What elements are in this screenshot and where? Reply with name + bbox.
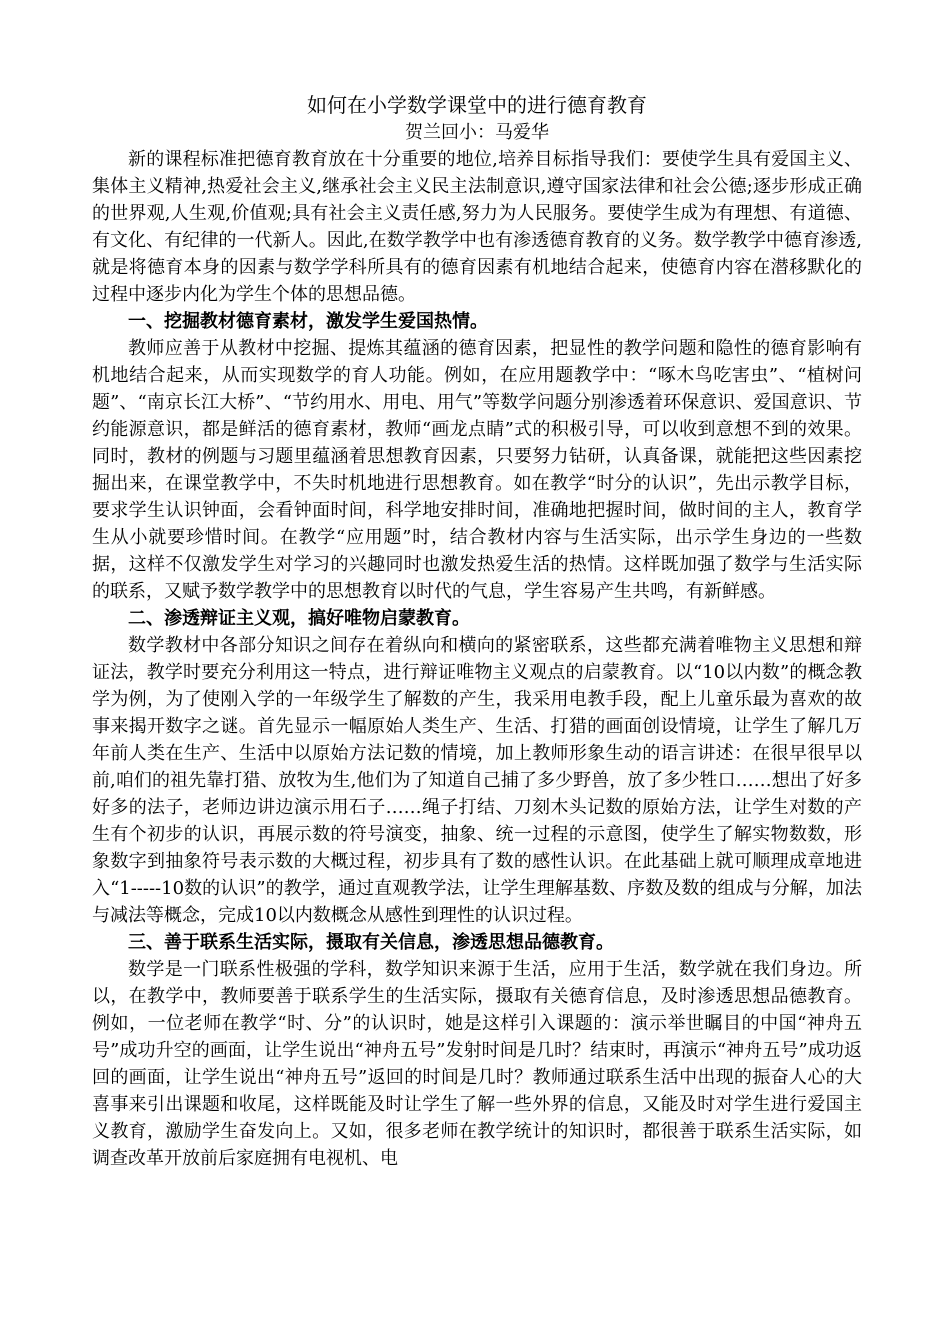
document-page [92, 92, 862, 1172]
section-3-heading: 三、善于联系生活实际，摄取有关信息，渗透思想品德教育。 [128, 932, 614, 953]
section-3-paragraph: 数学是一门联系性极强的学科，数学知识来源于生活，应用于生活，数学就在我们身边。所以，在教学中，教师要善于联系学生的生活实际，摄取有关德育信息，及时渗透思想品德教育。例如，一位老师在教学“时、分”的认识时，她是这样引入课题的：演示举世瞩目的中国“神舟五号”成功升空的画面，让学生说出“神舟五号”发射时间是几时？结束时，再演示“神舟五号”成功返回的画面，让学生说出“神舟五号”返回的时间是几时？教师通过联系生活中出现的振奋人心的大喜事来引出课题和收尾，这样既能及时让学生了解一些外界的信息，又能及时对学生进行爱国主义教育，激励学生奋发向上。又如，很多老师在教学统计的知识时，都很善于联系生活实际，如调查改革开放前后家庭拥有电视机、电 [92, 959, 862, 1169]
intro-paragraph: 新的课程标准把德育教育放在十分重要的地位,培养目标指导我们：要使学生具有爱国主义、集体主义精神,热爱社会主义,继承社会主义民主法制意识,遵守国家法律和社会公德;逐步形成正确的世界观,人生观,价值观;具有社会主义责任感,努力为人民服务。要使学生成为有理想、有道德、有文化、有纪律的一代新人。因此,在数学教学中也有渗透德育教育的义务。数学教学中德育渗透,就是将德育本身的因素与数学学科所具有的德育因素有机地结合起来，使德育内容在潜移默化的过程中逐步内化为学生个体的思想品德。 [92, 149, 862, 305]
section-1-heading: 一、挖掘教材德育素材，激发学生爱国热情。 [128, 311, 488, 332]
document-title: 如何在小学数学课堂中的进行德育教育 [307, 93, 647, 117]
section-2-paragraph: 数学教材中各部分知识之间存在着纵向和横向的紧密联系，这些都充满着唯物主义思想和辩证法，教学时要充分利用这一特点，进行辩证唯物主义观点的启蒙教育。以“10以内数”的概念教学为例，为了使刚入学的一年级学生了解数的产生，我采用电教手段，配上儿童乐最为喜欢的故事来揭开数字之谜。首先显示一幅原始人类生产、生活、打猎的画面创设情境，让学生了解几万年前人类在生产、生活中以原始方法记数的情境，加上教师形象生动的语言讲述：在很早很早以前,咱们的祖先靠打猎、放牧为生,他们为了知道自己捕了多少野兽，放了多少牲口……想出了好多好多的法子，老师边讲边演示用石子……绳子打结、刀刻木头记数的原始方法，让学生对数的产生有个初步的认识，再展示数的符号演变，抽象、统一过程的示意图，使学生了解实物数数，形象数字到抽象符号表示数的大概过程，初步具有了数的感性认识。在此基础上就可顺理成章地进入“1-----10数的认识”的教学，通过直观教学法，让学生理解基数、序数及数的组成与分解，加法与减法等概念，完成10以内数概念从感性到理性的认识过程。 [92, 635, 862, 926]
document-author: 贺兰回小：马爱华 [405, 122, 549, 143]
section-1-paragraph: 教师应善于从教材中挖掘、提炼其蕴涵的德育因素，把显性的教学问题和隐性的德育影响有机地结合起来，从而实现数学的育人功能。例如，在应用题教学中：“啄木鸟吃害虫”、“植树问题”、“南京长江大桥”、“节约用水、用电、用气”等数学问题分别渗透着环保意识、爱国意识、节约能源意识，都是鲜活的德育素材，教师“画龙点睛”式的积极引导，可以收到意想不到的效果。同时，教材的例题与习题里蕴涵着思想教育因素，只要努力钻研，认真备课，就能把这些因素挖掘出来，在课堂教学中，不失时机地进行思想教育。如在教学“时分的认识”，先出示教学目标，要求学生认识钟面，会看钟面时间，科学地安排时间，准确地把握时间，做时间的主人，教育学生从小就要珍惜时间。在教学“应用题”时，结合教材内容与生活实际，出示学生身边的一些数据，这样不仅激发学生对学习的兴趣同时也激发热爱生活的热情。这样既加强了数学与生活实际的联系，又赋予数学教学中的思想教育以时代的气息，学生容易产生共鸣，有新鲜感。 [92, 338, 862, 602]
section-2-heading: 二、渗透辩证主义观，搞好唯物启蒙教育。 [128, 608, 470, 629]
